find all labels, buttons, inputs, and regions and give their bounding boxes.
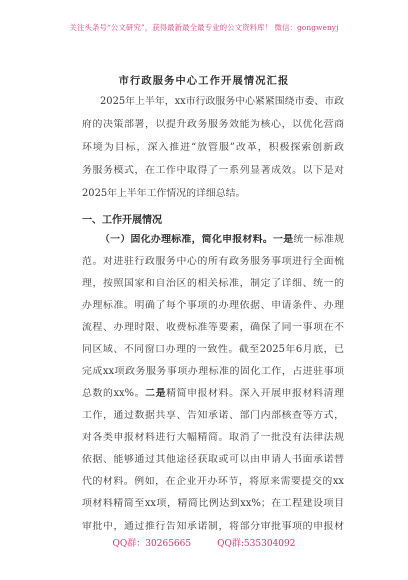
body-line: 同区域、不同窗口办理的一致性。截至2025年6月底，已 <box>82 344 344 355</box>
subsection-heading: （一）固化办理标准，简化申报材料。 <box>100 234 274 245</box>
intro-line: 2025年上半年，xx市行政服务中心紧紧围绕市委、市政 <box>100 96 344 107</box>
intro-line: 环境为目标，深入推进“放管服”改革，积极探索创新政 <box>82 142 344 153</box>
body-line: 审批中，通过推行告知承诺制，将部分审批事项的申报材 <box>82 521 344 532</box>
subsection-lead-text: 统一标准规 <box>293 234 344 245</box>
subsection-lead-line <box>100 234 344 246</box>
intro-line: 务服务模式，在工作中取得了一系列显著成效。以下是对 <box>82 165 344 176</box>
document-title: 市行政服务中心工作开展情况汇报 <box>118 75 290 87</box>
body-line <box>82 388 344 400</box>
body-line: 对各类申报材料进行大幅精简。取消了一批没有法律法规 <box>82 432 344 443</box>
body-line: 代的材料。例如，在企业开办环节，将原来需要提交的xx <box>82 476 344 487</box>
body-line: 项材料精简至xx项，精简比例达到xx%；在工程建设项目 <box>82 498 344 509</box>
section-heading: 一、工作开展情况 <box>82 215 162 226</box>
intro-line: 2025年上半年工作情况的详细总结。 <box>82 188 246 199</box>
footer-contact <box>0 536 408 549</box>
point-label: 一是 <box>273 234 294 245</box>
body-line: 范。对进驻行政服务中心的所有政务服务事项进行全面梳 <box>82 256 344 267</box>
body-line: 理，按照国家和自治区的相关标准，制定了详细、统一的 <box>82 278 344 289</box>
body-line: 依据、能够通过其他途径获取或可以由申请人书面承诺替 <box>82 454 344 465</box>
point-label: 二是 <box>145 388 167 399</box>
body-line: 办理标准。明确了每个事项的办理依据、申请条件、办理 <box>82 300 344 311</box>
body-text: 总数的xx%。 <box>82 388 146 399</box>
intro-line: 府的决策部署，以提升政务服务效能为核心，以优化营商 <box>82 119 344 130</box>
qq-group-2: QQ群:535304092 <box>217 539 296 549</box>
qq-group-1: QQ群：30265665 <box>112 539 192 549</box>
body-line: 流程、办理时限、收费标准等要素，确保了同一事项在不 <box>82 322 344 333</box>
body-line: 完成xx项政务服务事项办理标准的固化工作，占进驻事项 <box>82 366 344 377</box>
body-text: 精简申报材料。深入开展申报材料清理 <box>166 388 344 399</box>
body-line: 工作，通过数据共享、告知承诺、部门内部核查等方式， <box>82 410 344 421</box>
promo-banner: 关注头条号“公文研究”，获得最新最全最专业的公文资料库！ 微信：gongwenyj <box>69 23 339 32</box>
